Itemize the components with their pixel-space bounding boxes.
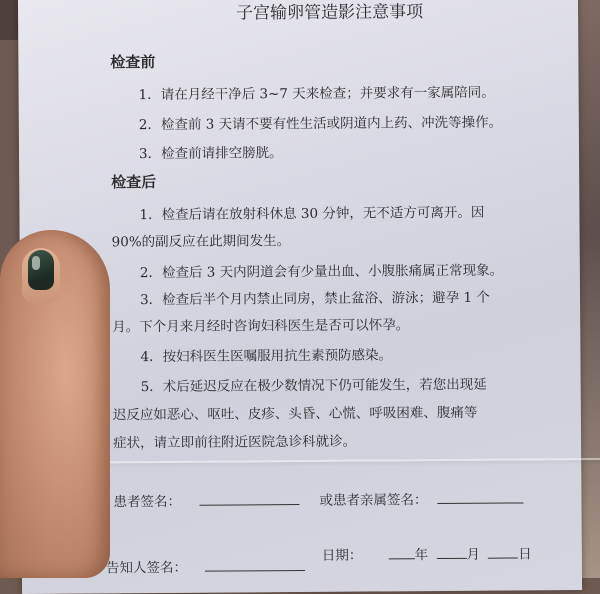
after-item-1-line-2: 90%的副反应在此期间发生。 [111, 233, 291, 251]
before-item-1: 1．请在月经干净后 3~7 天来检查；并要求有一家属陪同。 [138, 84, 495, 104]
section-before-heading: 检查前 [110, 53, 156, 72]
informer-signature-row [106, 555, 305, 576]
year-label: 年 [414, 547, 429, 564]
year-field[interactable] [389, 544, 415, 559]
patient-signature-label: 患者签名： [113, 493, 182, 511]
before-item-3: 3．检查前请排空膀胱。 [138, 145, 283, 163]
month-field[interactable] [436, 544, 466, 559]
day-label: 日 [518, 546, 532, 563]
month-label: 月 [466, 546, 480, 563]
relative-signature-row [319, 487, 523, 508]
after-item-5-line-3: 症状，请立即前往附近医院急诊科就诊。 [112, 433, 357, 452]
day-field[interactable] [488, 543, 518, 558]
relative-signature-label: 或患者亲属签名： [319, 492, 428, 509]
informer-signature-field[interactable] [205, 556, 305, 572]
nail-highlight [32, 256, 40, 270]
after-item-5-line-1: 5．术后延迟反应在极少数情况下仍可能发生，若您出现延 [140, 376, 487, 396]
section-after-heading: 检查后 [111, 173, 157, 192]
after-item-2: 2．检查后 3 天内阴道会有少量出血、小腹胀痛属正常现象。 [139, 262, 504, 282]
informer-signature-label: 告知人签名： [105, 559, 187, 577]
document-title: 子宫输卵管造影注意事项 [235, 2, 424, 24]
after-item-1-line-1: 1．检查后请在放射科休息 30 分钟，无不适方可离开。因 [139, 204, 485, 224]
date-row [322, 542, 532, 563]
painted-nail [28, 250, 54, 290]
after-item-4: 4．按妇科医生医嘱服用抗生素预防感染。 [140, 347, 393, 366]
after-item-3-line-1: 3．检查后半个月内禁止同房，禁止盆浴、游泳；避孕 1 个 [139, 289, 490, 309]
after-item-5-line-2: 迟反应如恶心、呕吐、皮疹、头昏、心慌、呼吸困难、腹痛等 [112, 404, 478, 424]
after-item-3-line-2: 月。下个月来月经时咨询妇科医生是否可以怀孕。 [112, 317, 410, 336]
patient-signature-row [113, 489, 299, 510]
before-item-2: 2．检查前 3 天请不要有性生活或阴道内上药、冲洗等操作。 [138, 114, 503, 134]
patient-signature-field[interactable] [199, 490, 299, 506]
date-label: 日期： [321, 547, 363, 564]
relative-signature-field[interactable] [438, 488, 524, 504]
